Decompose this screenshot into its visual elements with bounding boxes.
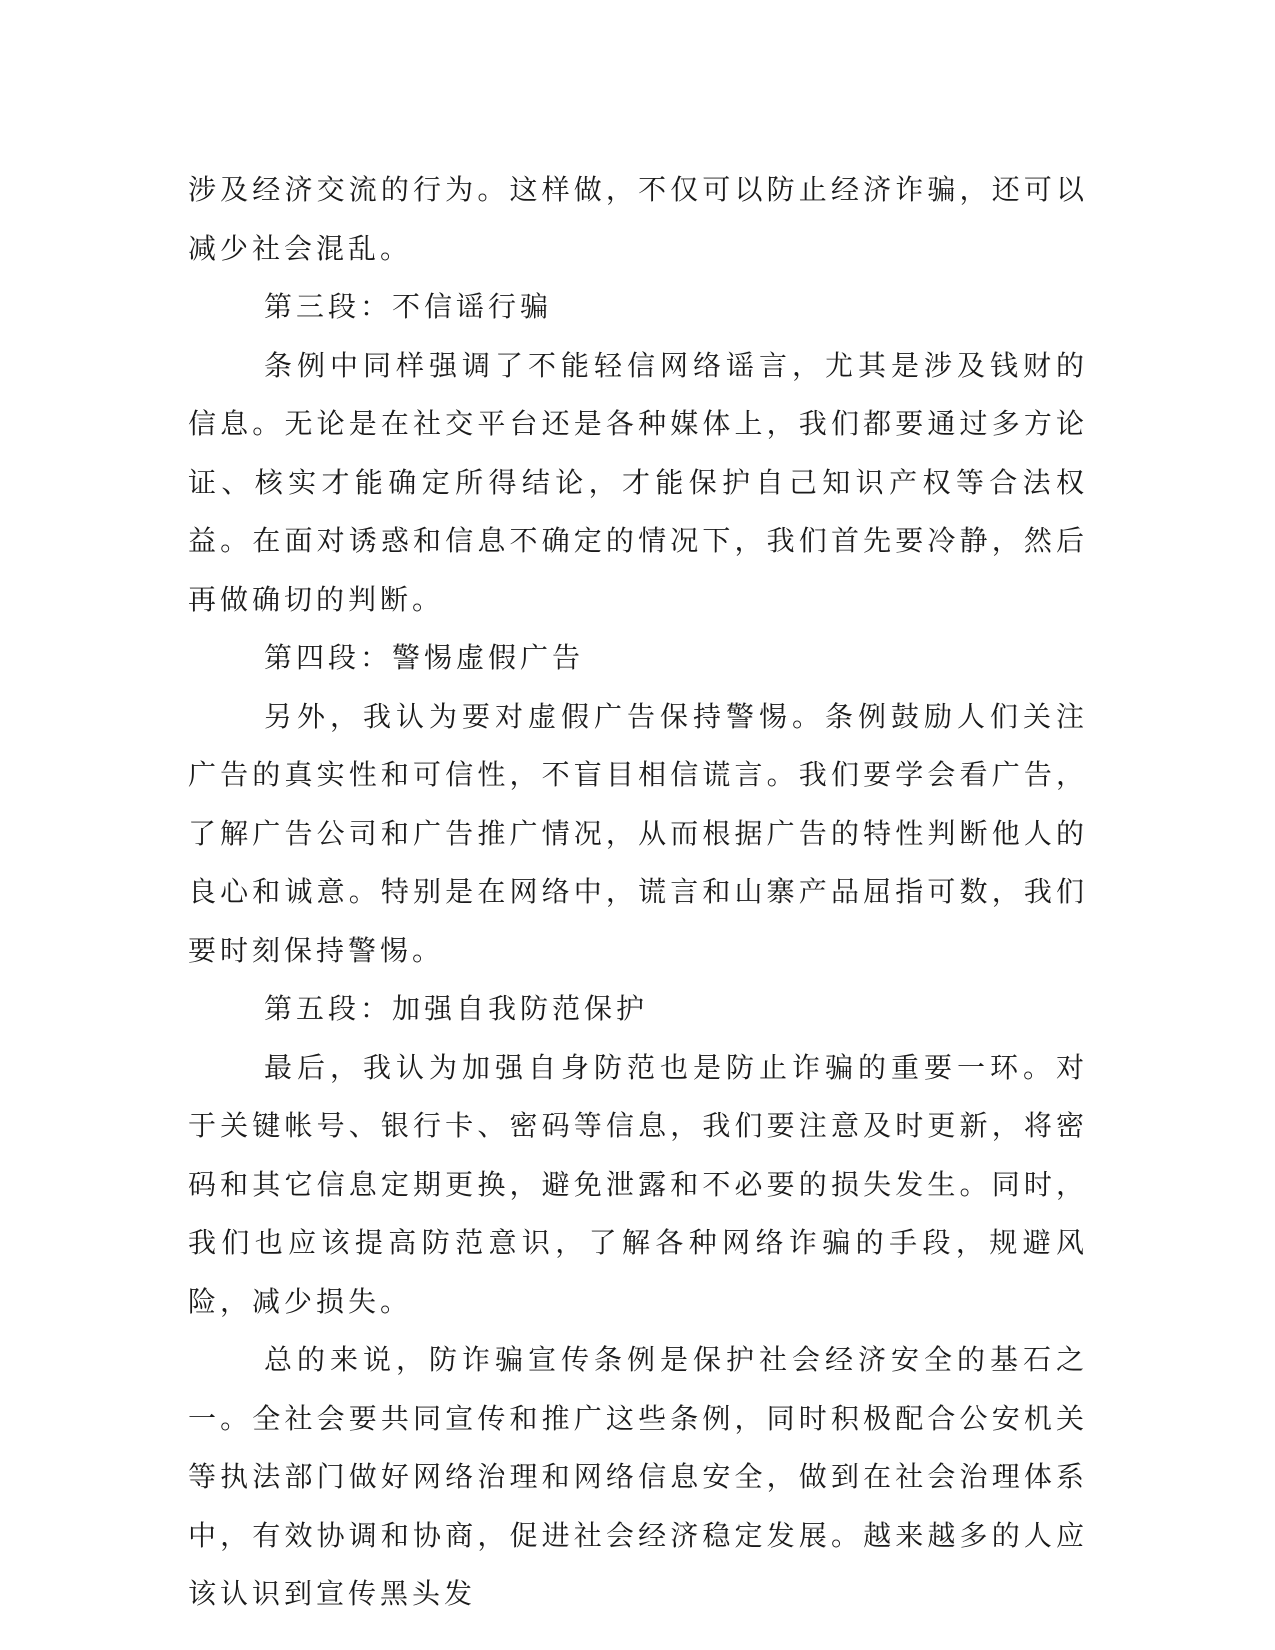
- section-heading-4: 第四段：警惕虚假广告: [264, 641, 585, 674]
- paragraph-continuation: 涉及经济交流的行为。这样做，不仅可以防止经济诈骗，还可以减少社会混乱。: [188, 173, 1088, 265]
- paragraph-false-ads: 另外，我认为要对虚假广告保持警惕。条例鼓励人们关注广告的真实性和可信性，不盲目相信谎言。我们要学会看广告，了解广告公司和广告推广情况，从而根据广告的特性判断他人的良心和诚意。特别是在网络中，谎言和山寨产品屈指可数，我们要时刻保持警惕。: [188, 699, 1088, 967]
- document-body: [188, 161, 1088, 1624]
- paragraph-self-protection: 最后，我认为加强自身防范也是防止诈骗的重要一环。对于关键帐号、银行卡、密码等信息，我们要注意及时更新，将密码和其它信息定期更换，避免泄露和不必要的损失发生。同时，我们也应该提高防范意识，了解各种网络诈骗的手段，规避风险，减少损失。: [188, 1050, 1088, 1318]
- section-heading-5: 第五段：加强自我防范保护: [264, 992, 649, 1025]
- section-heading-3: 第三段：不信谣行骗: [264, 290, 553, 323]
- paragraph-conclusion: 总的来说，防诈骗宣传条例是保护社会经济安全的基石之一。全社会要共同宣传和推广这些条例，同时积极配合公安机关等执法部门做好网络治理和网络信息安全，做到在社会治理体系中，有效协调和协商，促进社会经济稳定发展。越来越多的人应该认识到宣传黑头发: [188, 1343, 1088, 1610]
- paragraph-rumors: 条例中同样强调了不能轻信网络谣言，尤其是涉及钱财的信息。无论是在社交平台还是各种媒体上，我们都要通过多方论证、核实才能确定所得结论，才能保护自己知识产权等合法权益。在面对诱惑和信息不确定的情况下，我们首先要冷静，然后再做确切的判断。: [188, 348, 1088, 616]
